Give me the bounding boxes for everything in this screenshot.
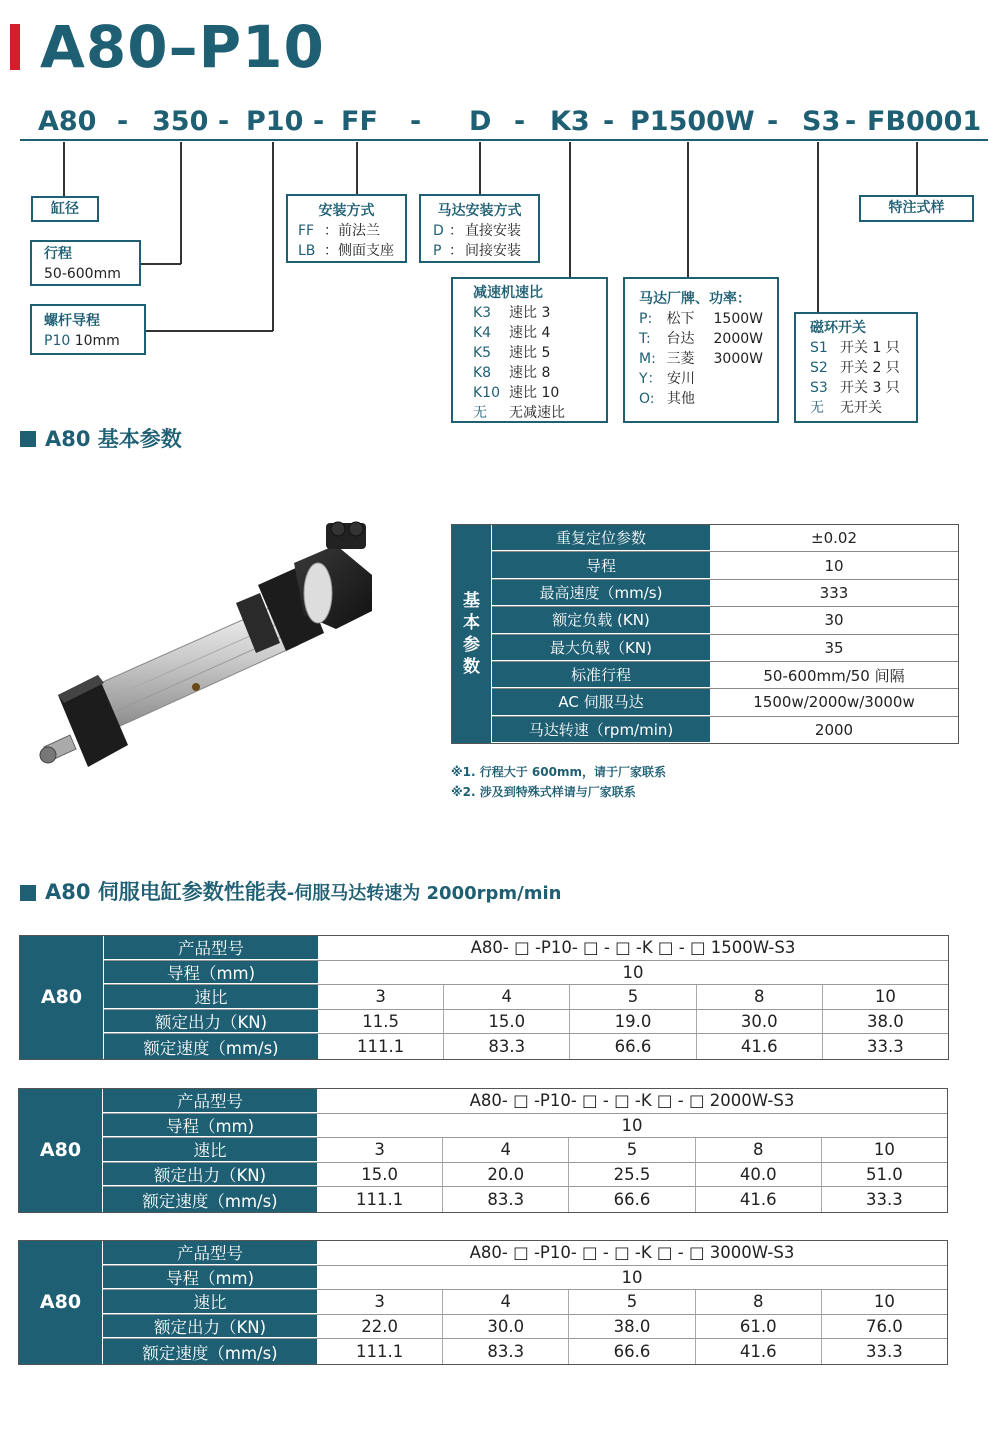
perf-cell: 76.0 — [866, 1317, 903, 1337]
ratio-code: K5 — [473, 345, 492, 361]
connector-line — [272, 142, 274, 331]
code-d: D — [469, 106, 492, 137]
motor-code: T: — [639, 331, 651, 347]
motor-code: P: — [639, 311, 653, 327]
motor-title: 马达厂牌、功率： — [639, 291, 751, 307]
motor-power: 1500W — [713, 311, 763, 327]
actuator-illustration — [36, 515, 381, 785]
basic-params-table — [451, 524, 959, 744]
connector-line — [479, 142, 481, 194]
special-title: 特注式样 — [888, 200, 945, 216]
param-label: 最大负载（KN) — [492, 635, 710, 661]
param-label: 马达转速（rpm/min) — [492, 717, 710, 743]
perf-cell: 10 — [873, 1292, 895, 1312]
param-row — [492, 662, 958, 689]
perf-header: 产品型号 — [103, 1241, 317, 1265]
params-side-char: 基 — [463, 591, 480, 611]
stroke-value: 50-600mm — [44, 266, 121, 282]
param-row — [492, 607, 958, 634]
motor-brand: 松下 — [666, 311, 695, 327]
lead-title: 螺杆导程 — [44, 313, 100, 329]
code-sep: - — [603, 106, 615, 137]
param-label: AC 伺服马达 — [492, 689, 710, 715]
param-label: 标准行程 — [492, 662, 710, 688]
switch-code: S1 — [810, 340, 828, 356]
switch-desc: 无开关 — [840, 400, 882, 416]
mount-box — [286, 194, 407, 263]
param-value: ±0.02 — [811, 529, 857, 548]
param-value: 35 — [824, 638, 844, 657]
perf-cell: 11.5 — [318, 1010, 444, 1034]
perf-header: 产品型号 — [104, 936, 318, 960]
perf-cell: 8 — [697, 985, 823, 1009]
perf-label: A80 — [19, 1089, 103, 1212]
param-value: 1500w/2000w/3000w — [753, 693, 915, 712]
ratio-code: 无 — [473, 405, 487, 421]
section-marker — [20, 431, 36, 447]
code-sep: - — [117, 106, 129, 137]
perf-header: 速比 — [103, 1290, 317, 1314]
code-k3: K3 — [550, 106, 590, 137]
motor-mount-title: 马达安装方式 — [437, 203, 522, 219]
perf-cell: 15.0 — [317, 1163, 443, 1187]
perf-header: 额定出力（KN) — [103, 1163, 317, 1187]
connector-line — [180, 142, 182, 264]
motor-power: 3000W — [713, 351, 763, 367]
perf-header: 速比 — [103, 1138, 317, 1162]
ratio-desc: 速比 8 — [509, 365, 551, 381]
code-sep: - — [313, 106, 325, 137]
ratio-desc: 速比 3 — [509, 305, 551, 321]
perf-cell: 5 — [569, 1138, 695, 1162]
param-value: 2000 — [814, 720, 854, 739]
perf-cell: 3 — [318, 985, 444, 1009]
ratio-code: K4 — [473, 325, 492, 341]
perf-header: 导程（mm) — [103, 1114, 317, 1138]
param-value: 30 — [824, 611, 844, 630]
motor-code: O: — [639, 391, 655, 407]
mount-title: 安装方式 — [318, 203, 375, 219]
motor-brand: 三菱 — [666, 351, 695, 367]
ratio-code: K3 — [473, 305, 492, 321]
special-box — [859, 195, 974, 222]
perf-cell: 10 — [874, 987, 896, 1007]
perf-cell: 33.3 — [866, 1342, 903, 1362]
bore-title: 缸径 — [51, 201, 79, 217]
param-row — [492, 525, 958, 552]
connector-line — [817, 142, 819, 312]
perf-cell: 41.6 — [696, 1187, 822, 1212]
code-sep: - — [514, 106, 526, 137]
perf-cell: 8 — [696, 1138, 822, 1162]
perf-table-1500w — [19, 935, 949, 1060]
connector-line — [916, 142, 918, 195]
perf-table-2000w — [18, 1088, 948, 1213]
perf-cell: 83.3 — [443, 1339, 569, 1364]
bore-box — [31, 196, 99, 222]
lead-box — [30, 304, 146, 355]
perf-cell: 66.6 — [569, 1187, 695, 1212]
param-value: 50-600mm/50 间隔 — [763, 666, 905, 685]
perf-cell: 15.0 — [444, 1010, 570, 1034]
perf-cell: 30.0 — [697, 1010, 823, 1034]
perf-lead: 10 — [621, 1267, 643, 1287]
param-row — [492, 717, 958, 743]
code-underline — [20, 139, 988, 141]
param-row — [492, 580, 958, 607]
switch-title: 磁环开关 — [810, 320, 866, 336]
code-sep: - — [845, 106, 857, 137]
section-marker — [20, 885, 36, 901]
switch-desc: 开关 2 只 — [840, 360, 900, 376]
perf-table-3000w — [18, 1240, 948, 1365]
connector-line — [141, 263, 181, 265]
perf-model: A80- □ -P10- □ - □ -K □ - □ 3000W-S3 — [469, 1243, 795, 1263]
perf-cell: 4 — [443, 1138, 569, 1162]
perf-label: A80 — [19, 1241, 103, 1364]
perf-header: 额定速度（mm/s) — [103, 1339, 317, 1364]
perf-cell: 41.6 — [697, 1034, 823, 1059]
switch-code: S2 — [810, 360, 828, 376]
param-label: 额定负载 (KN) — [492, 607, 710, 633]
perf-cell: 111.1 — [317, 1339, 443, 1364]
perf-lead: 10 — [622, 962, 644, 982]
ratio-desc: 速比 10 — [509, 385, 560, 401]
param-value: 10 — [824, 556, 844, 575]
motor-brand: 安川 — [667, 371, 695, 387]
perf-header: 额定速度（mm/s) — [104, 1034, 318, 1059]
perf-header: 导程（mm) — [103, 1266, 317, 1290]
switch-box — [794, 312, 918, 423]
motor-brand: 台达 — [666, 331, 695, 347]
connector-line — [569, 142, 571, 277]
mount-code: FF — [298, 223, 315, 239]
ratio-desc: 速比 4 — [509, 325, 551, 341]
ratio-box — [451, 277, 608, 423]
perf-cell: 33.3 — [866, 1190, 903, 1210]
perf-cell: 3 — [317, 1138, 443, 1162]
perf-header: 速比 — [104, 985, 318, 1009]
param-value: 333 — [819, 583, 849, 602]
mount-code: LB — [298, 243, 316, 259]
params-side-char: 数 — [463, 657, 480, 677]
param-row — [492, 635, 958, 662]
perf-cell: 111.1 — [317, 1187, 443, 1212]
section-perf-title — [45, 878, 561, 908]
ratio-code: K8 — [473, 365, 492, 381]
perf-header: 产品型号 — [103, 1089, 317, 1113]
perf-cell: 38.0 — [867, 1012, 904, 1032]
param-row — [492, 552, 958, 579]
motor-mount-colon: ： — [449, 223, 463, 239]
perf-cell: 66.6 — [569, 1339, 695, 1364]
switch-desc: 开关 1 只 — [840, 340, 900, 356]
switch-desc: 开关 3 只 — [840, 380, 900, 396]
code-a80: A80 — [38, 106, 97, 137]
ratio-desc: 无减速比 — [509, 405, 565, 421]
section-perf-sub: -伺服马达转速为 2000rpm/min — [286, 883, 562, 904]
code-ff: FF — [341, 106, 378, 137]
motor-mount-code: P — [433, 243, 442, 259]
perf-cell: 4 — [443, 1290, 569, 1314]
perf-cell: 8 — [696, 1290, 822, 1314]
perf-cell: 5 — [570, 985, 696, 1009]
code-350: 350 — [152, 106, 209, 137]
perf-cell: 3 — [317, 1290, 443, 1314]
perf-cell: 10 — [873, 1140, 895, 1160]
code-p1500w: P1500W — [630, 106, 755, 137]
motor-box — [623, 277, 779, 423]
perf-cell: 111.1 — [318, 1034, 444, 1059]
stroke-title: 行程 — [44, 246, 72, 262]
code-p10: P10 — [246, 106, 304, 137]
section-perf-main: A80 伺服电缸参数性能表 — [45, 880, 287, 904]
connector-line — [63, 142, 65, 196]
perf-cell: 22.0 — [317, 1315, 443, 1339]
perf-header: 额定出力（KN) — [103, 1315, 317, 1339]
param-label: 导程 — [492, 552, 710, 578]
perf-cell: 4 — [444, 985, 570, 1009]
motor-mount-code: D — [433, 223, 444, 239]
perf-model: A80- □ -P10- □ - □ -K □ - □ 1500W-S3 — [470, 938, 796, 958]
ratio-desc: 速比 5 — [509, 345, 551, 361]
motor-brand: 其他 — [667, 391, 695, 407]
perf-cell: 25.5 — [569, 1163, 695, 1187]
params-side-label — [452, 525, 492, 743]
perf-cell: 61.0 — [696, 1315, 822, 1339]
perf-cell: 30.0 — [443, 1315, 569, 1339]
perf-cell: 40.0 — [696, 1163, 822, 1187]
ratio-code: K10 — [473, 385, 500, 401]
code-sep: - — [218, 106, 230, 137]
lead-code: P10 — [44, 333, 71, 349]
code-fb0001: FB0001 — [867, 106, 982, 137]
title-accent-bar — [10, 24, 20, 70]
motor-code: M: — [639, 351, 656, 367]
perf-cell: 83.3 — [444, 1034, 570, 1059]
param-label: 最高速度（mm/s) — [492, 580, 710, 606]
perf-cell: 83.3 — [443, 1187, 569, 1212]
perf-lead: 10 — [621, 1115, 643, 1135]
motor-mount-box — [419, 194, 540, 263]
lead-value: 10mm — [74, 333, 120, 349]
connector-line — [146, 330, 273, 332]
mount-desc: ：侧面支座 — [324, 243, 394, 259]
mount-desc: ：前法兰 — [324, 223, 380, 239]
connector-line — [356, 142, 358, 194]
stroke-box — [30, 240, 141, 286]
params-side-char: 本 — [463, 613, 480, 633]
param-row — [492, 689, 958, 716]
code-sep: - — [767, 106, 779, 137]
switch-code: S3 — [810, 380, 828, 396]
perf-header: 导程（mm) — [104, 961, 318, 985]
perf-cell: 51.0 — [866, 1165, 903, 1185]
page-title: A80–P10 — [40, 13, 325, 81]
perf-cell: 5 — [569, 1290, 695, 1314]
perf-cell: 19.0 — [570, 1010, 696, 1034]
perf-cell: 38.0 — [569, 1315, 695, 1339]
note-2: ※2. 涉及到特殊式样请与厂家联系 — [451, 785, 636, 799]
ratio-title: 减速机速比 — [473, 285, 543, 301]
perf-cell: 41.6 — [696, 1339, 822, 1364]
motor-mount-colon: ： — [449, 243, 463, 259]
connector-line — [687, 142, 689, 277]
param-label: 重复定位参数 — [492, 525, 710, 551]
switch-code: 无 — [810, 400, 824, 416]
note-1: ※1. 行程大于 600mm，请于厂家联系 — [451, 765, 666, 779]
perf-model: A80- □ -P10- □ - □ -K □ - □ 2000W-S3 — [469, 1091, 795, 1111]
perf-label: A80 — [20, 936, 104, 1059]
code-sep: - — [410, 106, 422, 137]
code-s3: S3 — [802, 106, 841, 137]
perf-cell: 66.6 — [570, 1034, 696, 1059]
perf-cell: 33.3 — [867, 1037, 904, 1057]
motor-mount-desc: 间接安装 — [465, 243, 521, 259]
section-basic-title: A80 基本参数 — [45, 427, 182, 451]
perf-header: 额定出力（KN) — [104, 1010, 318, 1034]
motor-mount-desc: 直接安装 — [465, 223, 521, 239]
perf-cell: 20.0 — [443, 1163, 569, 1187]
perf-header: 额定速度（mm/s) — [103, 1187, 317, 1212]
params-side-char: 参 — [463, 635, 480, 655]
motor-code: Y： — [639, 371, 662, 387]
motor-power: 2000W — [713, 331, 763, 347]
